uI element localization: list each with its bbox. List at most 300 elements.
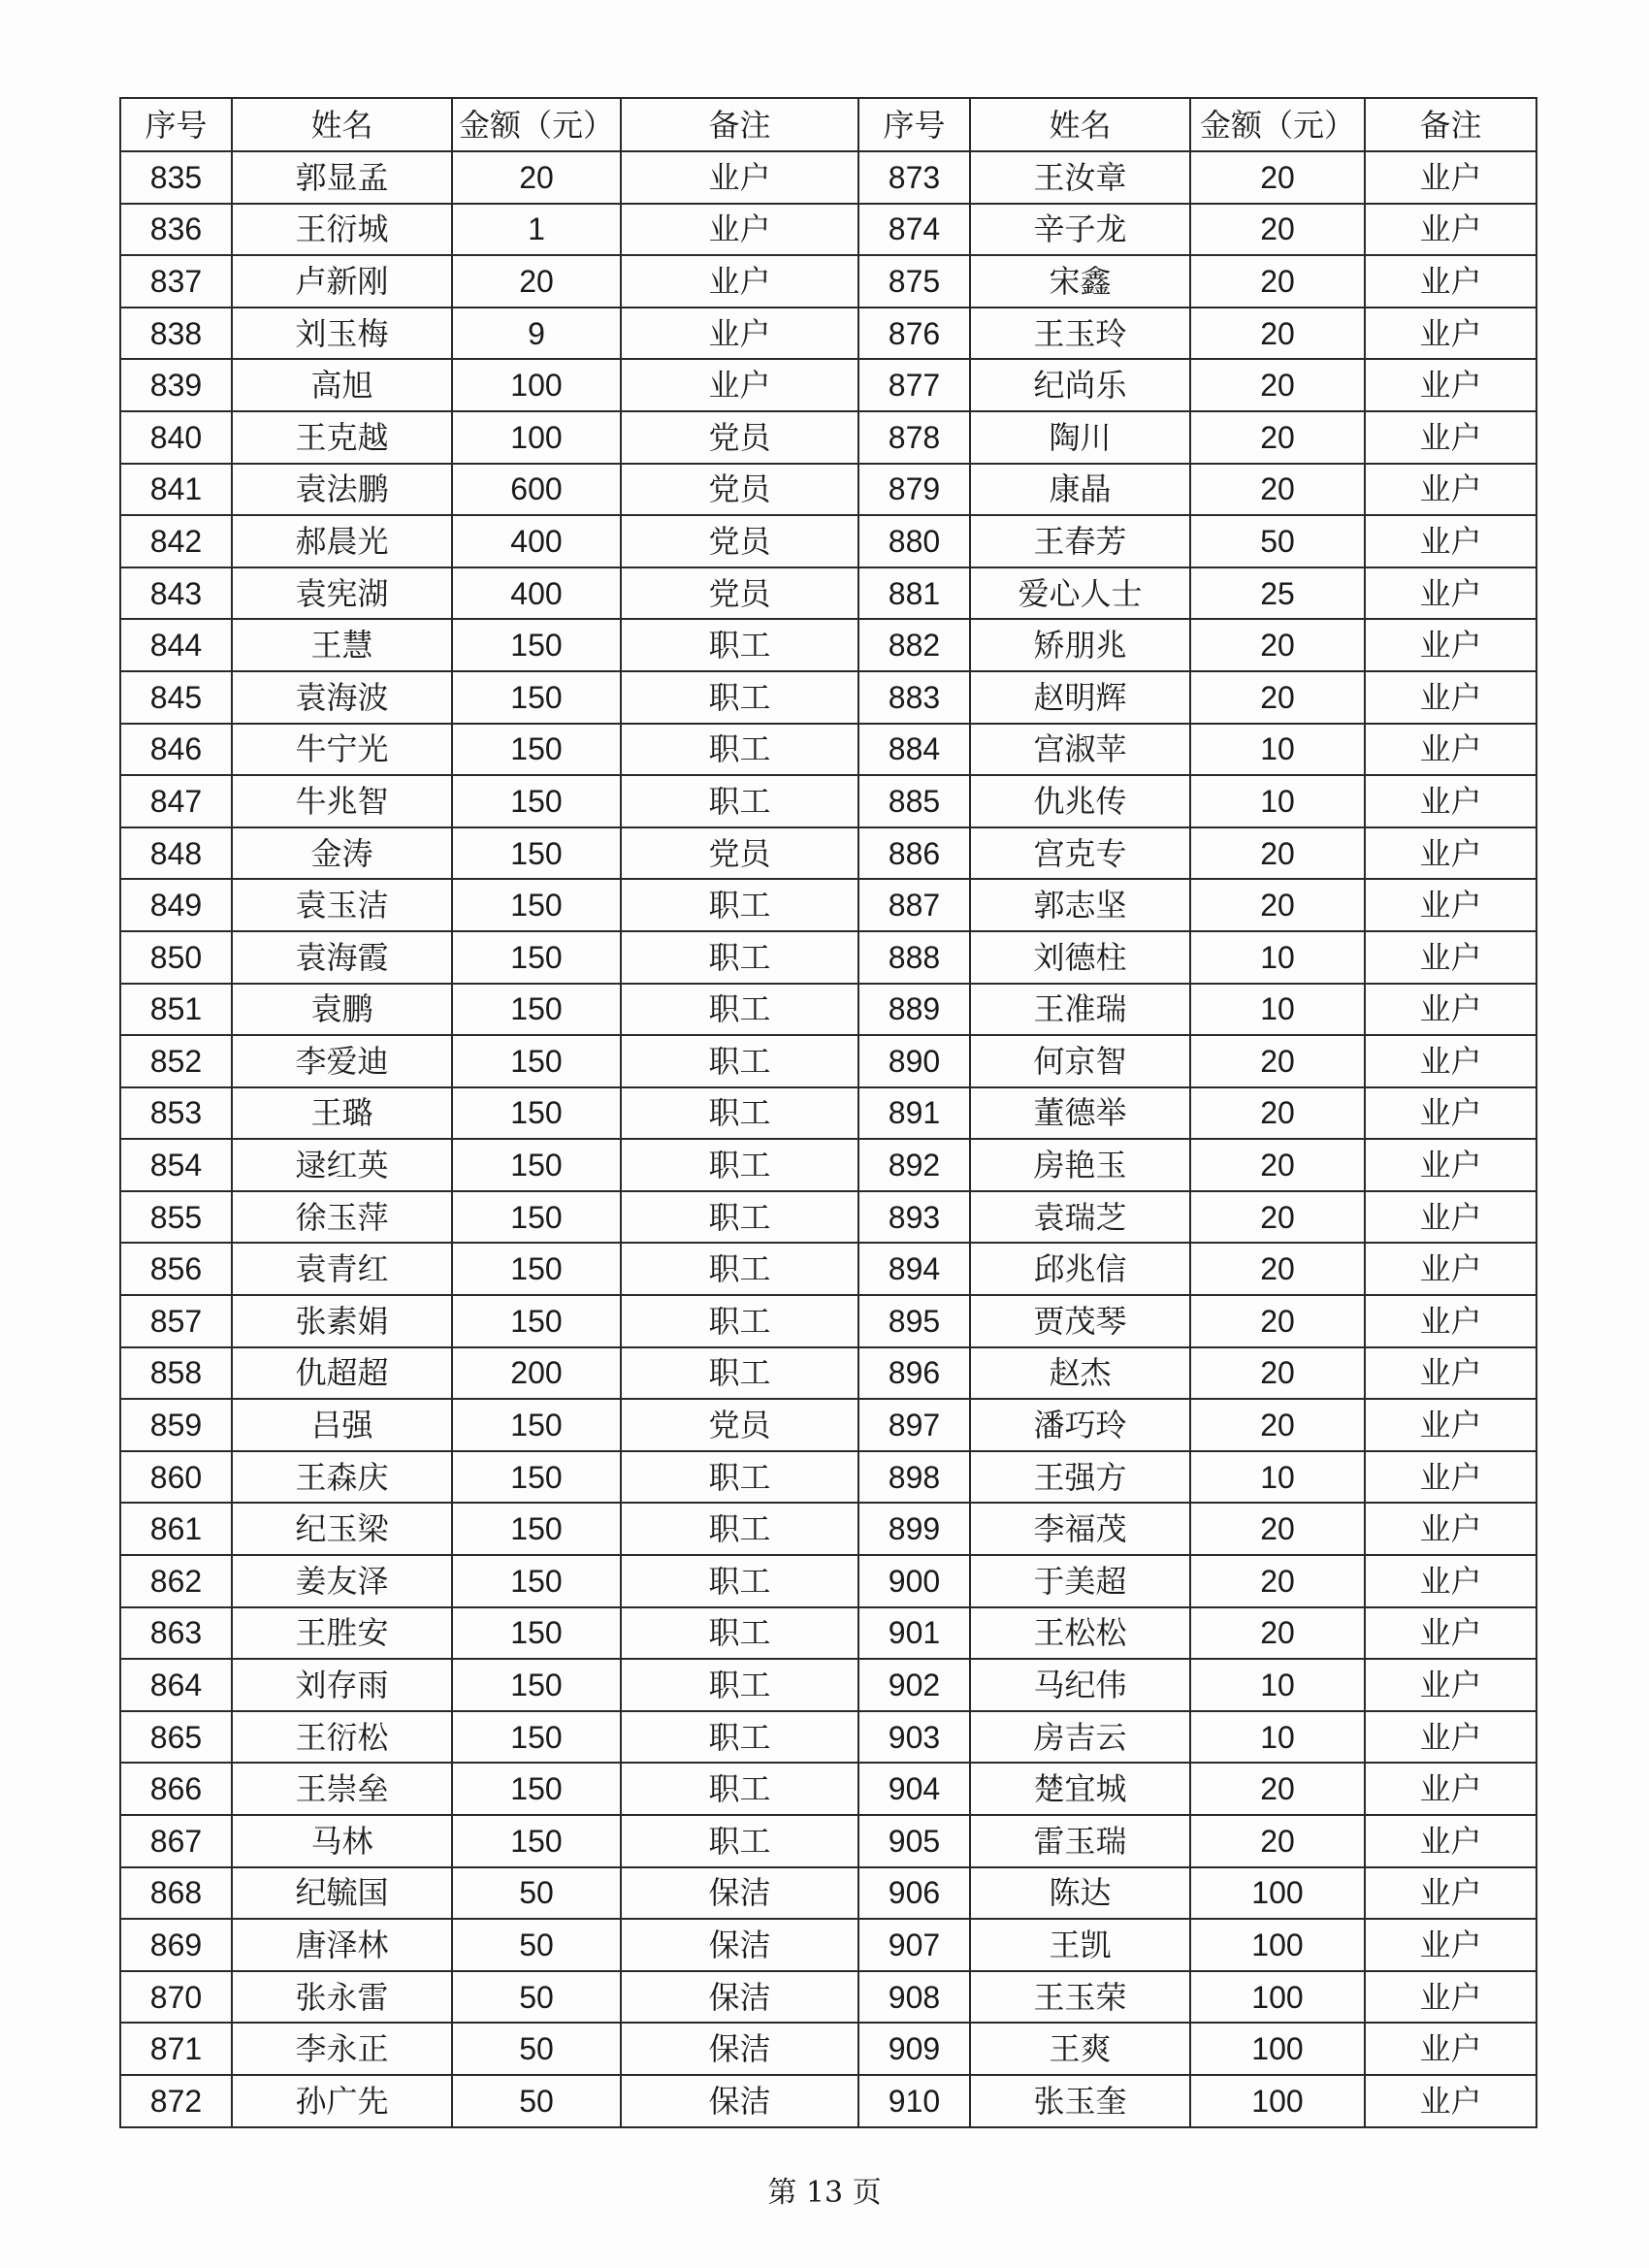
cell-amount-left: 600 [452, 464, 621, 516]
header-remark-right: 备注 [1365, 98, 1536, 151]
cell-seq-right: 874 [858, 204, 970, 256]
cell-seq-left: 849 [120, 879, 232, 931]
cell-seq-left: 845 [120, 671, 232, 724]
cell-amount-left: 150 [452, 1295, 621, 1347]
cell-remark-right: 业户 [1365, 879, 1536, 931]
cell-amount-right: 20 [1190, 1607, 1365, 1660]
cell-seq-right: 890 [858, 1035, 970, 1087]
cell-amount-right: 20 [1190, 879, 1365, 931]
cell-seq-left: 867 [120, 1815, 232, 1867]
cell-name-right: 王强方 [970, 1451, 1190, 1504]
cell-seq-right: 888 [858, 931, 970, 984]
cell-remark-left: 职工 [621, 931, 858, 984]
cell-remark-left: 职工 [621, 1087, 858, 1140]
cell-name-right: 楚宜城 [970, 1763, 1190, 1815]
cell-name-right: 宋鑫 [970, 255, 1190, 308]
cell-remark-left: 保洁 [621, 1971, 858, 2024]
cell-name-right: 邱兆信 [970, 1243, 1190, 1295]
cell-name-left: 王森庆 [232, 1451, 452, 1504]
header-amount-right: 金额（元） [1190, 98, 1365, 151]
cell-amount-right: 100 [1190, 1919, 1365, 1971]
cell-seq-left: 870 [120, 1971, 232, 2024]
cell-remark-right: 业户 [1365, 1035, 1536, 1087]
cell-amount-left: 400 [452, 515, 621, 567]
cell-seq-right: 909 [858, 2023, 970, 2075]
header-amount-left: 金额（元） [452, 98, 621, 151]
cell-seq-right: 878 [858, 411, 970, 464]
table-row [120, 308, 1536, 360]
cell-remark-left: 业户 [621, 151, 858, 204]
cell-name-right: 王爽 [970, 2023, 1190, 2075]
cell-remark-right: 业户 [1365, 464, 1536, 516]
cell-seq-right: 895 [858, 1295, 970, 1347]
cell-name-right: 矫朋兆 [970, 619, 1190, 671]
cell-seq-right: 900 [858, 1555, 970, 1607]
cell-amount-right: 20 [1190, 1347, 1365, 1400]
cell-amount-right: 10 [1190, 775, 1365, 827]
cell-amount-left: 150 [452, 1815, 621, 1867]
cell-amount-right: 20 [1190, 308, 1365, 360]
cell-amount-left: 150 [452, 1399, 621, 1451]
cell-remark-right: 业户 [1365, 931, 1536, 984]
cell-amount-left: 150 [452, 775, 621, 827]
cell-amount-right: 100 [1190, 2075, 1365, 2127]
cell-remark-left: 职工 [621, 1035, 858, 1087]
cell-seq-right: 896 [858, 1347, 970, 1400]
table-row [120, 1711, 1536, 1764]
cell-amount-right: 20 [1190, 359, 1365, 411]
cell-seq-right: 908 [858, 1971, 970, 2024]
cell-seq-right: 893 [858, 1191, 970, 1244]
cell-name-right: 王凯 [970, 1919, 1190, 1971]
cell-remark-left: 保洁 [621, 2075, 858, 2127]
cell-amount-left: 50 [452, 1919, 621, 1971]
cell-name-right: 王春芳 [970, 515, 1190, 567]
cell-remark-left: 业户 [621, 255, 858, 308]
cell-name-right: 房艳玉 [970, 1139, 1190, 1191]
cell-amount-left: 150 [452, 1607, 621, 1660]
cell-name-left: 金涛 [232, 827, 452, 880]
cell-amount-left: 150 [452, 1503, 621, 1555]
cell-remark-right: 业户 [1365, 567, 1536, 620]
cell-amount-right: 20 [1190, 1035, 1365, 1087]
cell-remark-right: 业户 [1365, 204, 1536, 256]
cell-name-right: 陈达 [970, 1867, 1190, 1920]
table-row [120, 1867, 1536, 1920]
cell-amount-right: 20 [1190, 1399, 1365, 1451]
cell-remark-left: 职工 [621, 984, 858, 1036]
table-row [120, 1503, 1536, 1555]
cell-amount-left: 150 [452, 724, 621, 776]
cell-name-left: 袁鹏 [232, 984, 452, 1036]
cell-remark-left: 保洁 [621, 1867, 858, 1920]
cell-seq-right: 904 [858, 1763, 970, 1815]
cell-seq-left: 869 [120, 1919, 232, 1971]
cell-seq-right: 894 [858, 1243, 970, 1295]
table-row [120, 359, 1536, 411]
cell-seq-left: 871 [120, 2023, 232, 2075]
cell-seq-right: 876 [858, 308, 970, 360]
table-row [120, 1555, 1536, 1607]
cell-remark-right: 业户 [1365, 1191, 1536, 1244]
cell-seq-right: 882 [858, 619, 970, 671]
cell-seq-left: 868 [120, 1867, 232, 1920]
table-row [120, 827, 1536, 880]
cell-amount-left: 1 [452, 204, 621, 256]
cell-seq-right: 901 [858, 1607, 970, 1660]
cell-seq-left: 837 [120, 255, 232, 308]
cell-amount-left: 20 [452, 255, 621, 308]
cell-seq-right: 883 [858, 671, 970, 724]
table-row [120, 515, 1536, 567]
cell-remark-left: 党员 [621, 827, 858, 880]
cell-seq-right: 879 [858, 464, 970, 516]
cell-seq-right: 889 [858, 984, 970, 1036]
cell-amount-left: 9 [452, 308, 621, 360]
cell-amount-left: 150 [452, 671, 621, 724]
cell-seq-left: 852 [120, 1035, 232, 1087]
cell-name-right: 董德举 [970, 1087, 1190, 1140]
cell-remark-left: 职工 [621, 879, 858, 931]
cell-seq-left: 872 [120, 2075, 232, 2127]
cell-name-left: 王崇垒 [232, 1763, 452, 1815]
cell-remark-right: 业户 [1365, 1295, 1536, 1347]
cell-remark-left: 职工 [621, 1191, 858, 1244]
cell-seq-left: 861 [120, 1503, 232, 1555]
cell-amount-right: 100 [1190, 1971, 1365, 2024]
table-row [120, 1451, 1536, 1504]
cell-remark-left: 保洁 [621, 2023, 858, 2075]
cell-name-right: 雷玉瑞 [970, 1815, 1190, 1867]
table-row [120, 151, 1536, 204]
cell-remark-right: 业户 [1365, 359, 1536, 411]
table-row [120, 1399, 1536, 1451]
cell-seq-left: 865 [120, 1711, 232, 1764]
table-row [120, 1815, 1536, 1867]
table-row [120, 1347, 1536, 1400]
cell-seq-right: 903 [858, 1711, 970, 1764]
table-row [120, 879, 1536, 931]
cell-seq-left: 853 [120, 1087, 232, 1140]
cell-amount-right: 20 [1190, 671, 1365, 724]
cell-remark-right: 业户 [1365, 1555, 1536, 1607]
cell-name-right: 赵杰 [970, 1347, 1190, 1400]
cell-name-left: 郭显孟 [232, 151, 452, 204]
cell-amount-right: 20 [1190, 827, 1365, 880]
cell-seq-right: 906 [858, 1867, 970, 1920]
cell-amount-right: 20 [1190, 151, 1365, 204]
cell-amount-right: 20 [1190, 1087, 1365, 1140]
cell-remark-left: 业户 [621, 359, 858, 411]
cell-name-left: 张永雷 [232, 1971, 452, 2024]
cell-name-left: 姜友泽 [232, 1555, 452, 1607]
cell-amount-left: 150 [452, 1711, 621, 1764]
cell-remark-left: 业户 [621, 204, 858, 256]
cell-name-right: 郭志坚 [970, 879, 1190, 931]
cell-remark-left: 党员 [621, 464, 858, 516]
cell-name-left: 李爱迪 [232, 1035, 452, 1087]
cell-name-right: 爱心人士 [970, 567, 1190, 620]
table-row [120, 1087, 1536, 1140]
cell-name-left: 王克越 [232, 411, 452, 464]
cell-remark-left: 职工 [621, 619, 858, 671]
cell-name-left: 王衍城 [232, 204, 452, 256]
cell-remark-right: 业户 [1365, 2075, 1536, 2127]
cell-remark-left: 职工 [621, 1139, 858, 1191]
cell-name-right: 王松松 [970, 1607, 1190, 1660]
cell-remark-right: 业户 [1365, 151, 1536, 204]
cell-amount-right: 10 [1190, 1711, 1365, 1764]
cell-name-right: 张玉奎 [970, 2075, 1190, 2127]
cell-remark-right: 业户 [1365, 619, 1536, 671]
cell-name-right: 宫克专 [970, 827, 1190, 880]
cell-remark-left: 职工 [621, 1295, 858, 1347]
cell-name-right: 马纪伟 [970, 1659, 1190, 1711]
cell-remark-left: 党员 [621, 567, 858, 620]
cell-name-right: 赵明辉 [970, 671, 1190, 724]
cell-amount-left: 150 [452, 931, 621, 984]
cell-remark-right: 业户 [1365, 255, 1536, 308]
cell-remark-right: 业户 [1365, 1867, 1536, 1920]
cell-name-left: 徐玉萍 [232, 1191, 452, 1244]
cell-remark-right: 业户 [1365, 1815, 1536, 1867]
cell-amount-left: 150 [452, 827, 621, 880]
cell-remark-right: 业户 [1365, 1763, 1536, 1815]
cell-name-left: 王慧 [232, 619, 452, 671]
cell-remark-right: 业户 [1365, 1399, 1536, 1451]
cell-name-right: 纪尚乐 [970, 359, 1190, 411]
table-row [120, 2075, 1536, 2127]
cell-seq-right: 887 [858, 879, 970, 931]
cell-seq-right: 907 [858, 1919, 970, 1971]
cell-amount-left: 150 [452, 1087, 621, 1140]
cell-seq-left: 859 [120, 1399, 232, 1451]
table-row [120, 1971, 1536, 2024]
cell-remark-right: 业户 [1365, 1711, 1536, 1764]
cell-name-right: 李福茂 [970, 1503, 1190, 1555]
cell-remark-left: 职工 [621, 1659, 858, 1711]
cell-seq-right: 877 [858, 359, 970, 411]
table-row [120, 1607, 1536, 1660]
cell-remark-left: 党员 [621, 411, 858, 464]
cell-amount-right: 100 [1190, 1867, 1365, 1920]
table-row [120, 411, 1536, 464]
cell-seq-left: 864 [120, 1659, 232, 1711]
cell-seq-right: 891 [858, 1087, 970, 1140]
cell-amount-left: 400 [452, 567, 621, 620]
cell-remark-left: 业户 [621, 308, 858, 360]
cell-name-left: 孙广先 [232, 2075, 452, 2127]
cell-amount-right: 20 [1190, 1295, 1365, 1347]
cell-seq-left: 839 [120, 359, 232, 411]
cell-amount-left: 20 [452, 151, 621, 204]
cell-amount-left: 150 [452, 1139, 621, 1191]
cell-remark-right: 业户 [1365, 671, 1536, 724]
table-row [120, 724, 1536, 776]
cell-name-right: 王玉荣 [970, 1971, 1190, 2024]
cell-seq-left: 836 [120, 204, 232, 256]
cell-seq-left: 846 [120, 724, 232, 776]
cell-name-left: 袁海波 [232, 671, 452, 724]
cell-name-right: 何京智 [970, 1035, 1190, 1087]
cell-remark-right: 业户 [1365, 1503, 1536, 1555]
cell-remark-left: 职工 [621, 671, 858, 724]
cell-name-right: 刘德柱 [970, 931, 1190, 984]
table-row [120, 775, 1536, 827]
cell-name-right: 贾茂琴 [970, 1295, 1190, 1347]
cell-name-left: 袁海霞 [232, 931, 452, 984]
table-row [120, 931, 1536, 984]
cell-remark-left: 职工 [621, 775, 858, 827]
cell-remark-right: 业户 [1365, 827, 1536, 880]
cell-remark-left: 党员 [621, 1399, 858, 1451]
cell-seq-right: 898 [858, 1451, 970, 1504]
cell-seq-left: 855 [120, 1191, 232, 1244]
cell-name-left: 张素娟 [232, 1295, 452, 1347]
header-name-left: 姓名 [232, 98, 452, 151]
header-seq-left: 序号 [120, 98, 232, 151]
table-row [120, 1035, 1536, 1087]
cell-seq-right: 881 [858, 567, 970, 620]
cell-amount-right: 10 [1190, 1659, 1365, 1711]
cell-amount-right: 20 [1190, 1555, 1365, 1607]
table-row [120, 1763, 1536, 1815]
cell-remark-right: 业户 [1365, 984, 1536, 1036]
cell-seq-left: 842 [120, 515, 232, 567]
cell-seq-right: 884 [858, 724, 970, 776]
cell-amount-left: 200 [452, 1347, 621, 1400]
cell-name-right: 王准瑞 [970, 984, 1190, 1036]
table-row [120, 204, 1536, 256]
cell-amount-left: 50 [452, 2023, 621, 2075]
cell-amount-left: 50 [452, 2075, 621, 2127]
cell-amount-right: 20 [1190, 464, 1365, 516]
cell-amount-right: 20 [1190, 619, 1365, 671]
cell-name-left: 高旭 [232, 359, 452, 411]
cell-amount-right: 10 [1190, 724, 1365, 776]
cell-remark-left: 职工 [621, 1451, 858, 1504]
cell-name-left: 袁法鹏 [232, 464, 452, 516]
cell-name-right: 宫淑苹 [970, 724, 1190, 776]
cell-name-left: 马林 [232, 1815, 452, 1867]
cell-amount-right: 20 [1190, 1191, 1365, 1244]
cell-seq-right: 880 [858, 515, 970, 567]
cell-amount-right: 25 [1190, 567, 1365, 620]
cell-seq-left: 866 [120, 1763, 232, 1815]
cell-seq-right: 873 [858, 151, 970, 204]
cell-amount-left: 150 [452, 619, 621, 671]
cell-amount-right: 20 [1190, 1763, 1365, 1815]
cell-seq-right: 886 [858, 827, 970, 880]
cell-amount-right: 20 [1190, 1503, 1365, 1555]
cell-remark-right: 业户 [1365, 1659, 1536, 1711]
cell-remark-left: 职工 [621, 724, 858, 776]
table-row [120, 1919, 1536, 1971]
table-row [120, 567, 1536, 620]
cell-amount-left: 150 [452, 984, 621, 1036]
cell-remark-right: 业户 [1365, 775, 1536, 827]
cell-name-left: 唐泽林 [232, 1919, 452, 1971]
cell-remark-right: 业户 [1365, 515, 1536, 567]
cell-remark-right: 业户 [1365, 1971, 1536, 2024]
table-row [120, 255, 1536, 308]
cell-amount-right: 20 [1190, 1139, 1365, 1191]
cell-seq-right: 910 [858, 2075, 970, 2127]
cell-seq-right: 885 [858, 775, 970, 827]
header-remark-left: 备注 [621, 98, 858, 151]
cell-name-right: 房吉云 [970, 1711, 1190, 1764]
cell-name-left: 纪毓国 [232, 1867, 452, 1920]
table-row [120, 1191, 1536, 1244]
table-row [120, 984, 1536, 1036]
cell-seq-left: 847 [120, 775, 232, 827]
cell-seq-right: 899 [858, 1503, 970, 1555]
cell-amount-right: 10 [1190, 931, 1365, 984]
cell-amount-left: 100 [452, 359, 621, 411]
cell-seq-left: 843 [120, 567, 232, 620]
cell-seq-right: 902 [858, 1659, 970, 1711]
cell-remark-left: 职工 [621, 1607, 858, 1660]
donation-table [119, 97, 1537, 2128]
cell-name-left: 刘存雨 [232, 1659, 452, 1711]
cell-amount-right: 20 [1190, 255, 1365, 308]
cell-seq-right: 892 [858, 1139, 970, 1191]
cell-amount-left: 150 [452, 1243, 621, 1295]
cell-remark-right: 业户 [1365, 1347, 1536, 1400]
cell-name-right: 王汝章 [970, 151, 1190, 204]
cell-amount-left: 150 [452, 1763, 621, 1815]
table-row [120, 1659, 1536, 1711]
cell-amount-right: 20 [1190, 204, 1365, 256]
cell-seq-left: 854 [120, 1139, 232, 1191]
cell-name-left: 袁玉洁 [232, 879, 452, 931]
cell-remark-left: 职工 [621, 1815, 858, 1867]
cell-remark-right: 业户 [1365, 1919, 1536, 1971]
cell-seq-left: 858 [120, 1347, 232, 1400]
cell-amount-right: 20 [1190, 1243, 1365, 1295]
cell-name-left: 牛兆智 [232, 775, 452, 827]
cell-seq-right: 897 [858, 1399, 970, 1451]
cell-amount-right: 20 [1190, 1815, 1365, 1867]
cell-name-right: 辛子龙 [970, 204, 1190, 256]
cell-seq-left: 850 [120, 931, 232, 984]
table-body [120, 151, 1536, 2127]
cell-seq-left: 857 [120, 1295, 232, 1347]
cell-name-right: 于美超 [970, 1555, 1190, 1607]
cell-seq-left: 844 [120, 619, 232, 671]
cell-amount-left: 150 [452, 1451, 621, 1504]
cell-name-left: 牛宁光 [232, 724, 452, 776]
cell-name-left: 李永正 [232, 2023, 452, 2075]
table-row [120, 1139, 1536, 1191]
cell-remark-left: 职工 [621, 1347, 858, 1400]
cell-amount-left: 50 [452, 1867, 621, 1920]
cell-remark-right: 业户 [1365, 308, 1536, 360]
table-row [120, 1243, 1536, 1295]
cell-remark-right: 业户 [1365, 1087, 1536, 1140]
cell-amount-right: 20 [1190, 411, 1365, 464]
cell-name-left: 卢新刚 [232, 255, 452, 308]
cell-remark-left: 职工 [621, 1243, 858, 1295]
cell-name-left: 袁宪湖 [232, 567, 452, 620]
cell-seq-left: 856 [120, 1243, 232, 1295]
cell-seq-left: 841 [120, 464, 232, 516]
cell-seq-right: 875 [858, 255, 970, 308]
cell-amount-right: 50 [1190, 515, 1365, 567]
cell-remark-right: 业户 [1365, 2023, 1536, 2075]
cell-amount-right: 100 [1190, 2023, 1365, 2075]
cell-remark-right: 业户 [1365, 1451, 1536, 1504]
